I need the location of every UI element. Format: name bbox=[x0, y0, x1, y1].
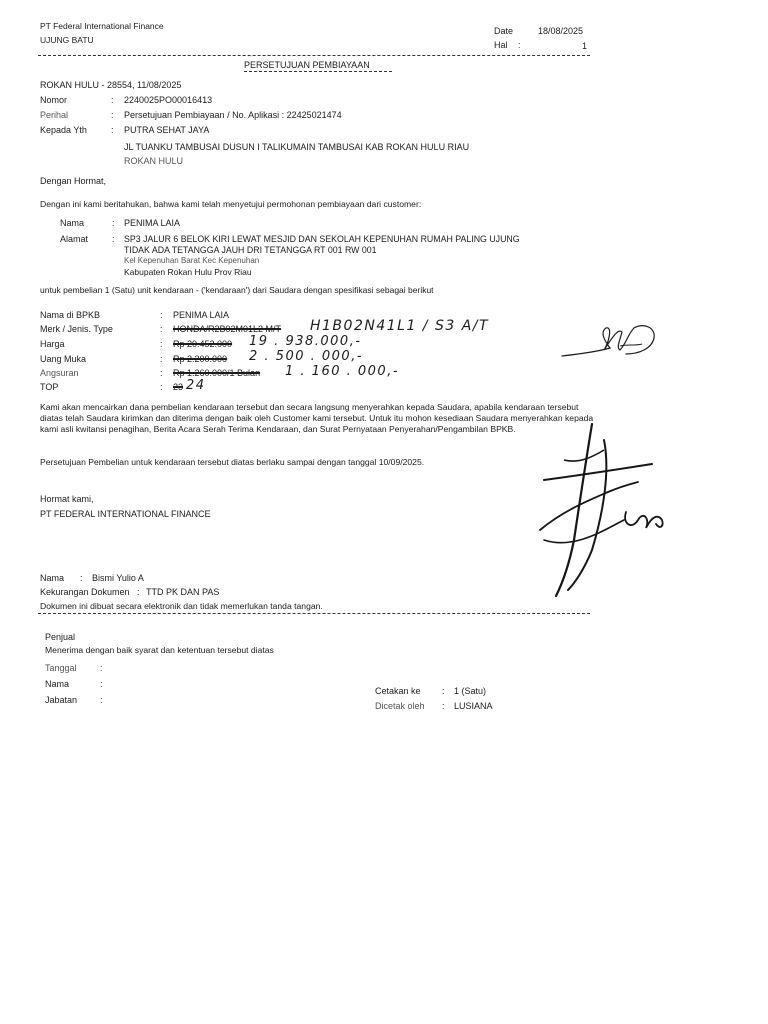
merk-separator: : bbox=[160, 324, 163, 334]
seller-date-label: Tanggal bbox=[45, 663, 77, 673]
uang-muka-separator: : bbox=[160, 354, 163, 364]
seller-date-separator: : bbox=[100, 663, 103, 673]
angsuran-separator: : bbox=[160, 368, 163, 378]
harga-handwritten-value: 19 . 938.000,- bbox=[249, 334, 362, 349]
customer-address-line4: Kabupaten Rokan Hulu Prov Riau bbox=[124, 267, 252, 277]
harga-separator: : bbox=[160, 339, 163, 349]
kepada-label: Kepada Yth bbox=[40, 125, 87, 135]
date-label: Date bbox=[494, 26, 514, 36]
electronic-note: Dokumen ini dibuat secara elektronik dan tidak memerlukan tanda tangan. bbox=[40, 601, 323, 611]
perihal-label: Perihal bbox=[40, 110, 69, 120]
branch-name: UJUNG BATU bbox=[40, 35, 94, 45]
top-label: TOP bbox=[40, 382, 59, 392]
seller-name-separator: : bbox=[100, 679, 103, 689]
customer-name-value: PENIMA LAIA bbox=[124, 218, 181, 228]
page-separator: : bbox=[518, 40, 521, 50]
printed-by-value: LUSIANA bbox=[454, 701, 493, 711]
merk-printed-value: HONDA/R2B02M01L2 M/T bbox=[173, 324, 282, 334]
seller-title: Penjual bbox=[45, 632, 76, 642]
angsuran-label: Angsuran bbox=[40, 368, 79, 378]
kepada-name: PUTRA SEHAT JAYA bbox=[124, 125, 210, 135]
top-separator: : bbox=[160, 382, 163, 392]
small-signature bbox=[560, 318, 660, 368]
regards-text: Hormat kami, bbox=[40, 494, 94, 504]
perihal-separator: : bbox=[111, 110, 114, 120]
customer-address-line1: SP3 JALUR 6 BELOK KIRI LEWAT MESJID DAN SEKOLAH KEPENUHAN RUMAH PALING UJUNG bbox=[124, 234, 520, 244]
kepada-separator: : bbox=[111, 125, 114, 135]
document-title: PERSETUJUAN PEMBIAYAAN bbox=[244, 60, 370, 70]
bpkb-separator: : bbox=[160, 310, 163, 320]
harga-printed-value: Rp 20.452.000 bbox=[173, 339, 233, 349]
nomor-label: Nomor bbox=[40, 95, 68, 105]
nomor-value: 2240025PO00016413 bbox=[124, 95, 213, 105]
customer-name-separator: : bbox=[112, 218, 115, 228]
closing-company: PT FEDERAL INTERNATIONAL FINANCE bbox=[40, 509, 211, 519]
customer-address-label: Alamat bbox=[60, 234, 89, 244]
officer-name-separator: : bbox=[80, 573, 83, 583]
customer-address-line3: Kel Kepenuhan Barat Kec Kepenuhan bbox=[124, 256, 260, 265]
officer-name-value: Bismi Yulio A bbox=[92, 573, 144, 583]
seller-position-separator: : bbox=[100, 695, 103, 705]
perihal-value: Persetujuan Pembiayaan / No. Aplikasi : 22425021474 bbox=[124, 110, 342, 120]
header-divider bbox=[38, 55, 590, 56]
kekurangan-separator: : bbox=[137, 587, 140, 597]
company-name: PT Federal International Finance bbox=[40, 21, 164, 31]
uang-muka-label: Uang Muka bbox=[40, 354, 87, 364]
purchase-text: untuk pembelian 1 (Satu) unit kendaraan - ('kendaraan') dari Saudara dengan spesifikasi sebagai berikut bbox=[40, 285, 434, 295]
customer-name-label: Nama bbox=[60, 218, 85, 228]
print-count-separator: : bbox=[442, 686, 445, 696]
bpkb-value: PENIMA LAIA bbox=[173, 310, 230, 320]
angsuran-printed-value: Rp 1.260.000/1 Bulan bbox=[173, 368, 261, 378]
disbursement-paragraph: Kami akan mencairkan dana pembelian kendaraan tersebut dan secara langsung menyerahkan kepada Saudara, apabila kendaraan tersebut diatas telah Saudara kirimkan dan diterima dengan baik oleh Customer kami tersebut. Untuk itu mohon kesediaan Saudara menyerahkan kepada kami asli kwitansi penagihan, Berita Acara Serah Terima Kendaraan, dan Surat Pernyataan Penyerahan/Pengambilan BPKB. bbox=[40, 402, 594, 434]
angsuran-handwritten-value: 1 . 160 . 000,- bbox=[285, 364, 400, 379]
large-signature bbox=[534, 420, 674, 600]
bpkb-label: Nama di BPKB bbox=[40, 310, 101, 320]
title-underline bbox=[244, 71, 392, 72]
merk-label: Merk / Jenis. Type bbox=[40, 324, 113, 334]
merk-handwritten-value: H1B02N41L1 / S3 A/T bbox=[310, 318, 490, 334]
customer-address-separator: : bbox=[112, 234, 115, 244]
page-number: 1 bbox=[582, 41, 588, 51]
footer-divider bbox=[38, 613, 590, 614]
uang-muka-handwritten-value: 2 . 500 . 000,- bbox=[249, 349, 364, 364]
top-handwritten-value: 24 bbox=[186, 378, 206, 393]
validity-text: Persetujuan Pembelian untuk kendaraan tersebut diatas berlaku sampai dengan tanggal 10/09/2025. bbox=[40, 457, 425, 467]
place-date: ROKAN HULU - 28554, 11/08/2025 bbox=[40, 80, 182, 90]
kepada-address-line1: JL TUANKU TAMBUSAI DUSUN I TALIKUMAIN TAMBUSAI KAB ROKAN HULU RIAU bbox=[124, 142, 470, 152]
harga-label: Harga bbox=[40, 339, 65, 349]
print-count-label: Cetakan ke bbox=[375, 686, 421, 696]
date-value: 18/08/2025 bbox=[538, 26, 584, 36]
kekurangan-label: Kekurangan Dokumen bbox=[40, 587, 130, 597]
seller-name-label: Nama bbox=[45, 679, 70, 689]
customer-address-line2: TIDAK ADA TETANGGA JAUH DRI TETANGGA RT 001 RW 001 bbox=[124, 245, 377, 255]
kepada-address-line2: ROKAN HULU bbox=[124, 156, 184, 166]
page-label: Hal bbox=[494, 40, 508, 50]
officer-name-label: Nama bbox=[40, 573, 65, 583]
greeting: Dengan Hormat, bbox=[40, 176, 107, 186]
nomor-separator: : bbox=[111, 95, 114, 105]
top-printed-value: 23 bbox=[173, 382, 184, 392]
printed-by-separator: : bbox=[442, 701, 445, 711]
kekurangan-value: TTD PK DAN PAS bbox=[146, 587, 220, 597]
printed-by-label: Dicetak oleh bbox=[375, 701, 425, 711]
uang-muka-printed-value: Rp 2.200.000 bbox=[173, 354, 228, 364]
intro-text: Dengan ini kami beritahukan, bahwa kami telah menyetujui permohonan pembiayaan dari customer: bbox=[40, 199, 422, 209]
seller-position-label: Jabatan bbox=[45, 695, 78, 705]
seller-accept-text: Menerima dengan baik syarat dan ketentuan tersebut diatas bbox=[45, 645, 274, 655]
print-count-value: 1 (Satu) bbox=[454, 686, 487, 696]
